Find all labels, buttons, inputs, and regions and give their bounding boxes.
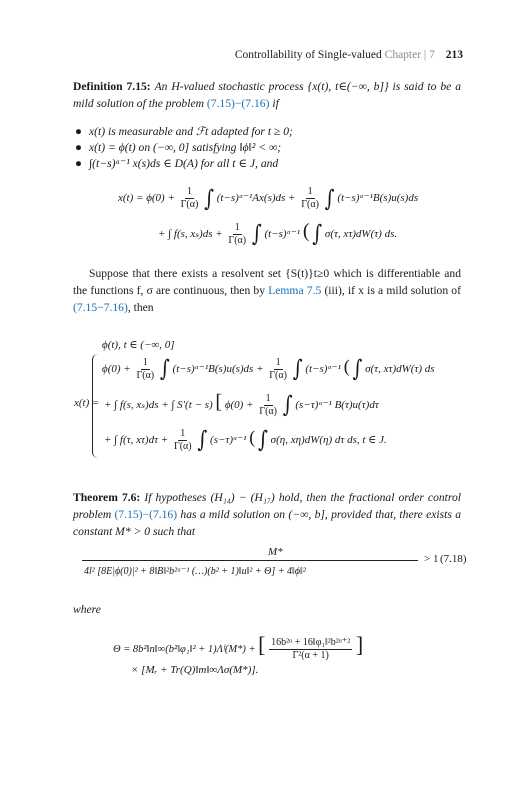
- integral-sign: ∫: [204, 185, 214, 212]
- theta-definition-line1: [113, 632, 363, 662]
- bullet-text: x(t) = ϕ(t) on (−∞, 0] satisfying ‖ϕ‖² < ∞;: [89, 141, 282, 154]
- fraction: [134, 357, 156, 382]
- fraction-denominator: Γ(α): [269, 369, 287, 381]
- page-number: 213: [445, 49, 463, 61]
- eq-term: + ∫ f(τ, xτ)dτ +: [104, 434, 169, 446]
- bracket-open: [: [215, 391, 223, 413]
- bullet-item-1: ● x(t) is measurable and ℱt adapted for t ≥ 0;: [75, 125, 293, 138]
- fraction-denominator: Γ(α): [228, 234, 247, 246]
- eq-term: (t−s)ᵅ⁻¹B(s)u(s)ds +: [172, 363, 264, 375]
- bracket-close: ]: [355, 632, 364, 657]
- fraction-numerator: 1: [307, 186, 313, 197]
- eq-term: (s−τ)ᵅ⁻¹: [210, 434, 247, 446]
- cases-row-4: [104, 427, 387, 453]
- bracket-open: [: [258, 632, 266, 657]
- inequality-numerator: M*: [268, 546, 283, 558]
- eq-term: (s−τ)ᵅ⁻¹ B(τ)u(τ)dτ: [295, 399, 379, 411]
- eq-term: σ(η, xη)dW(η) dτ ds, t ∈ J.: [270, 434, 387, 446]
- fraction: [269, 637, 352, 662]
- running-header: [235, 49, 463, 61]
- fraction-numerator: 16b²ᵅ + 16‖φ₁‖²b²ᵅ⁺²: [271, 637, 351, 649]
- cases-row-1: ϕ(t), t ∈ (−∞, 0]: [102, 339, 175, 351]
- fraction-numerator: 1: [142, 356, 148, 368]
- bullet-item-2: ● x(t) = ϕ(t) on (−∞, 0] satisfying ‖ϕ‖² < ∞;: [75, 141, 282, 154]
- eq-term: Θ = 8b²‖n‖∞(b²‖φ₁‖² + 1)Λᶠ(M*) +: [113, 644, 256, 655]
- fraction-denominator: Γ(α): [259, 405, 277, 417]
- integral-sign: ∫: [312, 221, 323, 248]
- eq-term: (t−s)ᵅ⁻¹: [264, 228, 301, 240]
- theorem-text: has a mild solution on (−∞, b], provided: [180, 508, 372, 521]
- integral-sign: ∫: [282, 392, 293, 419]
- eq-term: σ(τ, xτ)dW(τ) ds: [365, 363, 435, 375]
- eq-term: (t−s)ᵅ⁻¹Ax(s)ds +: [216, 192, 296, 205]
- fraction-denominator: Γ(α): [173, 440, 192, 452]
- paren-open: (: [249, 427, 256, 447]
- integral-sign: ∫: [197, 427, 208, 454]
- para-text: , then: [127, 301, 154, 314]
- theorem-label: Theorem 7.6:: [73, 491, 141, 504]
- equation-mild-solution-line1: [118, 186, 418, 211]
- definition-text-c: if: [272, 97, 279, 110]
- paren-open: (: [343, 356, 350, 376]
- theorem-text: control problem: [73, 491, 461, 521]
- fraction-denominator: Γ(α): [301, 199, 319, 210]
- para-text: and the functions f, σ are continuous, then by: [73, 267, 461, 297]
- fraction-denominator: Γ²(α + 1): [292, 650, 329, 662]
- integral-sign: ∫: [324, 185, 335, 212]
- integral-sign: ∫: [251, 221, 262, 248]
- fraction-numerator: 1: [275, 356, 281, 368]
- fraction-numerator: 1: [186, 186, 192, 197]
- eq-term: + ∫ f(s, xₛ)ds + ∫ S′(t − s): [104, 399, 213, 411]
- definition-ref-link[interactable]: (7.15)−(7.16): [206, 97, 270, 110]
- theorem-text: If hypotheses (H₁₄) − (H₁₇) hold, then the fractional order: [144, 491, 424, 504]
- eq-term: + ∫ f(s, xₛ)ds +: [158, 228, 223, 240]
- fraction: [267, 357, 289, 382]
- eq-term: (t−s)ᵅ⁻¹: [305, 363, 341, 375]
- fraction: [226, 222, 248, 247]
- theta-definition-line2: × [Mᵣ + Tr(Q)‖m‖∞Λσ(M*)].: [131, 664, 259, 676]
- fraction: [257, 393, 279, 418]
- fraction-numerator: 1: [180, 427, 186, 439]
- inequality-rhs: > 1: [424, 553, 439, 565]
- eq-term: σ(τ, xτ)dW(τ) ds.: [324, 228, 398, 240]
- equation-ref-link[interactable]: (7.15−7.16): [73, 301, 128, 314]
- integral-sign: ∫: [159, 356, 170, 383]
- fraction-numerator: 1: [265, 392, 271, 404]
- eq-term: ϕ(0) +: [224, 399, 254, 411]
- fraction: [179, 186, 201, 211]
- bullet-text: ∫(t−s)ᵅ⁻¹ x(s)ds ∈ D(A) for all t ∈ J, and: [89, 157, 279, 170]
- para-text: Suppose that there exists a resolvent set {S(t)}t≥0 which is differentiable: [89, 267, 441, 280]
- fraction: [299, 186, 321, 211]
- integral-sign: ∫: [292, 356, 303, 383]
- cases-row-3: [104, 391, 379, 418]
- bullet-text: x(t) is measurable and ℱt adapted for t ≥ 0;: [89, 125, 293, 138]
- theorem-ref-link[interactable]: (7.15)−(7.16): [114, 508, 178, 521]
- para-text: (iii), if x is a: [324, 284, 384, 297]
- definition-block: [73, 78, 461, 112]
- integral-sign: ∫: [352, 356, 363, 383]
- equation-number: (7.18): [440, 553, 467, 565]
- definition-text-a: An H-valued stochastic process {x(t), t∈(−∞, b]} is said: [154, 80, 424, 93]
- eq-term: ϕ(0) +: [102, 363, 131, 375]
- paragraph-resolvent: [73, 265, 461, 316]
- fraction: [172, 428, 194, 453]
- para-text: mild solution of: [386, 284, 461, 297]
- theorem-text: that, there exists a constant M* > 0 such that: [73, 508, 461, 538]
- fraction-numerator: 1: [234, 221, 240, 233]
- theorem-block: [73, 489, 461, 540]
- chapter-number: Chapter | 7: [384, 49, 435, 61]
- fraction-denominator: Γ(α): [136, 369, 155, 381]
- equation-cases-lhs: x(t) =: [74, 397, 100, 409]
- bullet-item-3: ● ∫(t−s)ᵅ⁻¹ x(s)ds ∈ D(A) for all t ∈ J, and: [75, 157, 279, 170]
- eq-term: (t−s)ᵅ⁻¹B(s)u(s)ds: [337, 192, 419, 205]
- definition-text-b: to be a mild solution of the problem: [73, 80, 461, 110]
- lemma-ref-link[interactable]: Lemma 7.5: [268, 284, 322, 297]
- paren-open: (: [302, 220, 310, 242]
- cases-row-2: [102, 356, 435, 382]
- where-label: where: [73, 603, 101, 616]
- equation-mild-solution-line2: [158, 220, 397, 247]
- fraction-denominator: Γ(α): [180, 199, 199, 210]
- fraction-bar: [82, 560, 418, 561]
- definition-label: Definition 7.15:: [73, 80, 151, 93]
- integral-sign: ∫: [258, 427, 268, 454]
- inequality-denominator: 4l² [8E|ϕ(0)|² + 8‖B‖²b²ᵅ⁻¹ (…)(b² + 1)‖u‖² + Θ] + 4‖ϕ‖²: [84, 566, 306, 577]
- chapter-title: Controllability of Single-valued: [234, 49, 382, 61]
- eq-term: x(t) = ϕ(0) +: [118, 192, 175, 205]
